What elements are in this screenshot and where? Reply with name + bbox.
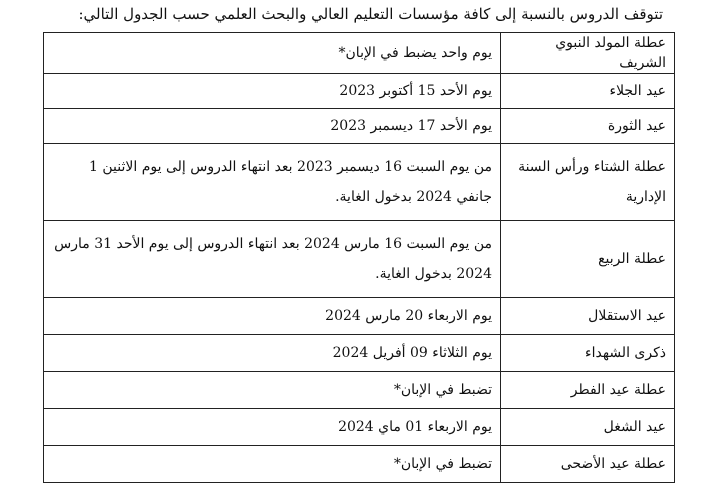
event-date: تضبط في الإبان* xyxy=(44,446,501,483)
event-date: يوم الاربعاء 20 مارس 2024 xyxy=(44,298,501,335)
table-row xyxy=(44,372,675,409)
table-row xyxy=(44,335,675,372)
table-row xyxy=(44,409,675,446)
event-name: عطلة عيد الأضحى xyxy=(501,446,675,483)
event-name: عطلة المولد النبوي الشريف xyxy=(501,33,675,74)
table-row xyxy=(44,74,675,109)
event-date: يوم الأحد 15 أكتوبر 2023 xyxy=(44,74,501,109)
holiday-table-container xyxy=(54,32,675,483)
event-date: يوم واحد يضبط في الإبان* xyxy=(44,33,501,74)
table-row xyxy=(44,109,675,144)
event-date: يوم الأحد 17 ديسمبر 2023 xyxy=(44,109,501,144)
table-row xyxy=(44,33,675,74)
event-name: عطلة عيد الفطر xyxy=(501,372,675,409)
table-row xyxy=(44,144,675,221)
table-row xyxy=(44,446,675,483)
event-name: عيد الجلاء xyxy=(501,74,675,109)
event-name: عيد الثورة xyxy=(501,109,675,144)
event-name: ذكرى الشهداء xyxy=(501,335,675,372)
table-row xyxy=(44,298,675,335)
event-date: يوم الثلاثاء 09 أفريل 2024 xyxy=(44,335,501,372)
holiday-table xyxy=(43,32,675,483)
event-name: عيد الشغل xyxy=(501,409,675,446)
event-date: تضبط في الإبان* xyxy=(44,372,501,409)
event-name: عيد الاستقلال xyxy=(501,298,675,335)
event-date: من يوم السبت 16 ديسمبر 2023 بعد انتهاء الدروس إلى يوم الاثنين 1 جانفي 2024 بدخول الغاية. xyxy=(44,144,501,221)
event-date: يوم الاربعاء 01 ماي 2024 xyxy=(44,409,501,446)
event-name: عطلة الربيع xyxy=(501,221,675,298)
intro-text: تتوقف الدروس بالنسبة إلى كافة مؤسسات التعليم العالي والبحث العلمي حسب الجدول التالي: xyxy=(78,5,663,23)
table-row xyxy=(44,221,675,298)
event-date: من يوم السبت 16 مارس 2024 بعد انتهاء الدروس إلى يوم الأحد 31 مارس 2024 بدخول الغاية. xyxy=(44,221,501,298)
event-name: عطلة الشتاء ورأس السنة الإدارية xyxy=(501,144,675,221)
